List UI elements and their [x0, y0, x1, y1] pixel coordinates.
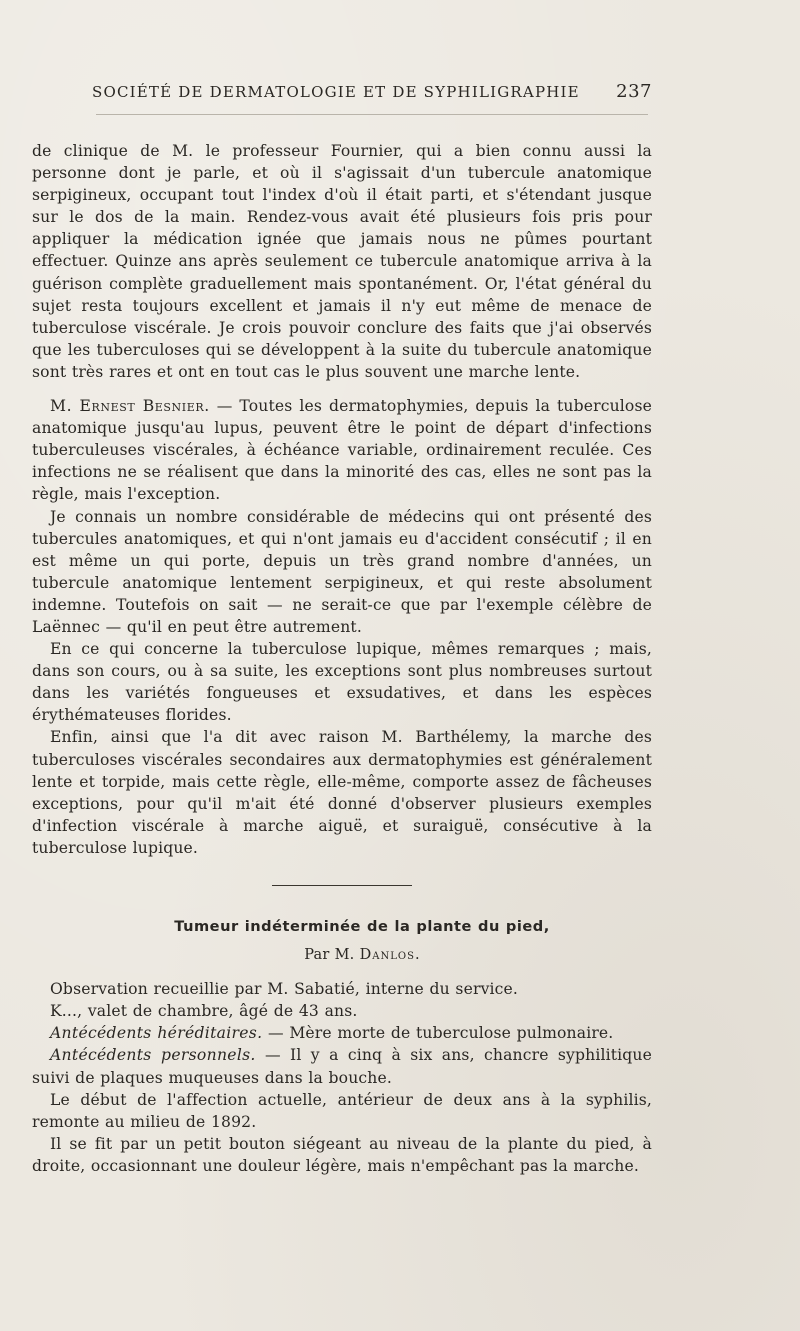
section-title: Tumeur indéterminée de la plante du pied, [174, 918, 550, 935]
personal-text: — Il y a cinq à six ans, chancre syphilitique suivi de plaques muqueuses dans la bouche. [32, 1046, 652, 1087]
section-separator [272, 885, 412, 886]
page-number: 237 [616, 81, 652, 102]
patient-description: K..., valet de chambre, âgé de 43 ans. [50, 1002, 358, 1021]
paragraph-physicians: Je connais un nombre considérable de médecins qui ont présenté des tubercules anatomiques, et qui n'ont jamais eu d'accident consécutif ; il en est même un qui porte, depuis un très grand nombre d'années, un tubercule anatomique lentement serpigineux, et qui reste absolument indemne. Toutefois on sait — ne serait-ce que par l'exemple célèbre de Laënnec — qu'il en peut être autrement. [32, 507, 652, 636]
start-paragraph: Il se fit par un petit bouton siégeant au niveau de la plante du pied, à droite, occasionnant une douleur légère, mais n'empêchant pas la marche. [32, 1134, 652, 1175]
paragraph-lupus: En ce qui concerne la tuberculose lupique, mêmes remarques ; mais, dans son cours, ou à sa suite, les exceptions sont plus nombreuses surtout dans les variétés fongueuses et exsudatives, et dans les espèces érythémateuses florides. [32, 640, 652, 725]
byline-prefix: Par M. [304, 947, 360, 964]
onset-paragraph: Le début de l'affection actuelle, antérieur de deux ans à la syphilis, remonte au milieu de 1892. [32, 1090, 652, 1131]
body-text [32, 140, 652, 1177]
paragraph-barthelemy: Enfin, ainsi que l'a dit avec raison M. Barthélemy, la marche des tuberculoses viscérales secondaires aux dermatophymies est généralement lente et torpide, mais cette règle, elle-même, comporte assez de fâcheuses exceptions, pour qu'il m'ait été donné d'observer plusieurs exemples d'infection viscérale à marche aiguë, et suraiguë, consécutive à la tuberculose lupique. [32, 728, 652, 857]
byline-author: Danlos [359, 947, 415, 964]
header-rule [96, 114, 648, 115]
paragraph-fournier-case: de clinique de M. le professeur Fournier, qui a bien connu aussi la personne dont je parle, et où il s'agissait d'un tubercule anatomique serpigineux, occupant tout l'index d'où il était parti, et s'étendant jusque sur le dos de la main. Rendez-vous avait été plusieurs fois pris pour appliquer la médication ignée que jamais nous ne pûmes pourtant effectuer. Quinze ans après seulement ce tubercule anatomique arriva à la guérison complète graduellement mais spontanément. Or, l'état général du sujet resta toujours excellent et jamais il n'y eut même de menace de tuberculose viscérale. Je crois pouvoir conclure des faits que j'ai observés que les tuberculoses qui se développent à la suite du tubercule anatomique sont très rares et ont en tout cas le plus souvent une marche lente. [32, 142, 652, 381]
byline [32, 944, 652, 966]
running-head [92, 80, 652, 104]
personal-label: Antécédents personnels. [50, 1046, 256, 1065]
byline-suffix: . [414, 947, 420, 964]
hereditary-history [32, 1022, 652, 1044]
paragraph-besnier [32, 395, 652, 505]
journal-title: SOCIÉTÉ DE DERMATOLOGIE ET DE SYPHILIGRAPHIE [92, 83, 580, 101]
hereditary-label: Antécédents héréditaires. [50, 1024, 263, 1043]
personal-history [32, 1044, 652, 1088]
speaker-name: M. Ernest Besnier. [50, 397, 210, 416]
hereditary-text: — Mère morte de tuberculose pulmonaire. [262, 1024, 614, 1043]
besnier-statement: — Toutes les dermatophymies, depuis la tuberculose anatomique jusqu'au lupus, peuvent être le point de départ d'infections tuberculeuses viscérales, à échéance variable, ordinairement reculée. Ces infections ne se réalisent que dans la minorité des cas, elles ne sont pas la règle, mais l'exception. [32, 397, 653, 504]
observation-intro: Observation recueillie par M. Sabatié, interne du service. [50, 980, 519, 999]
